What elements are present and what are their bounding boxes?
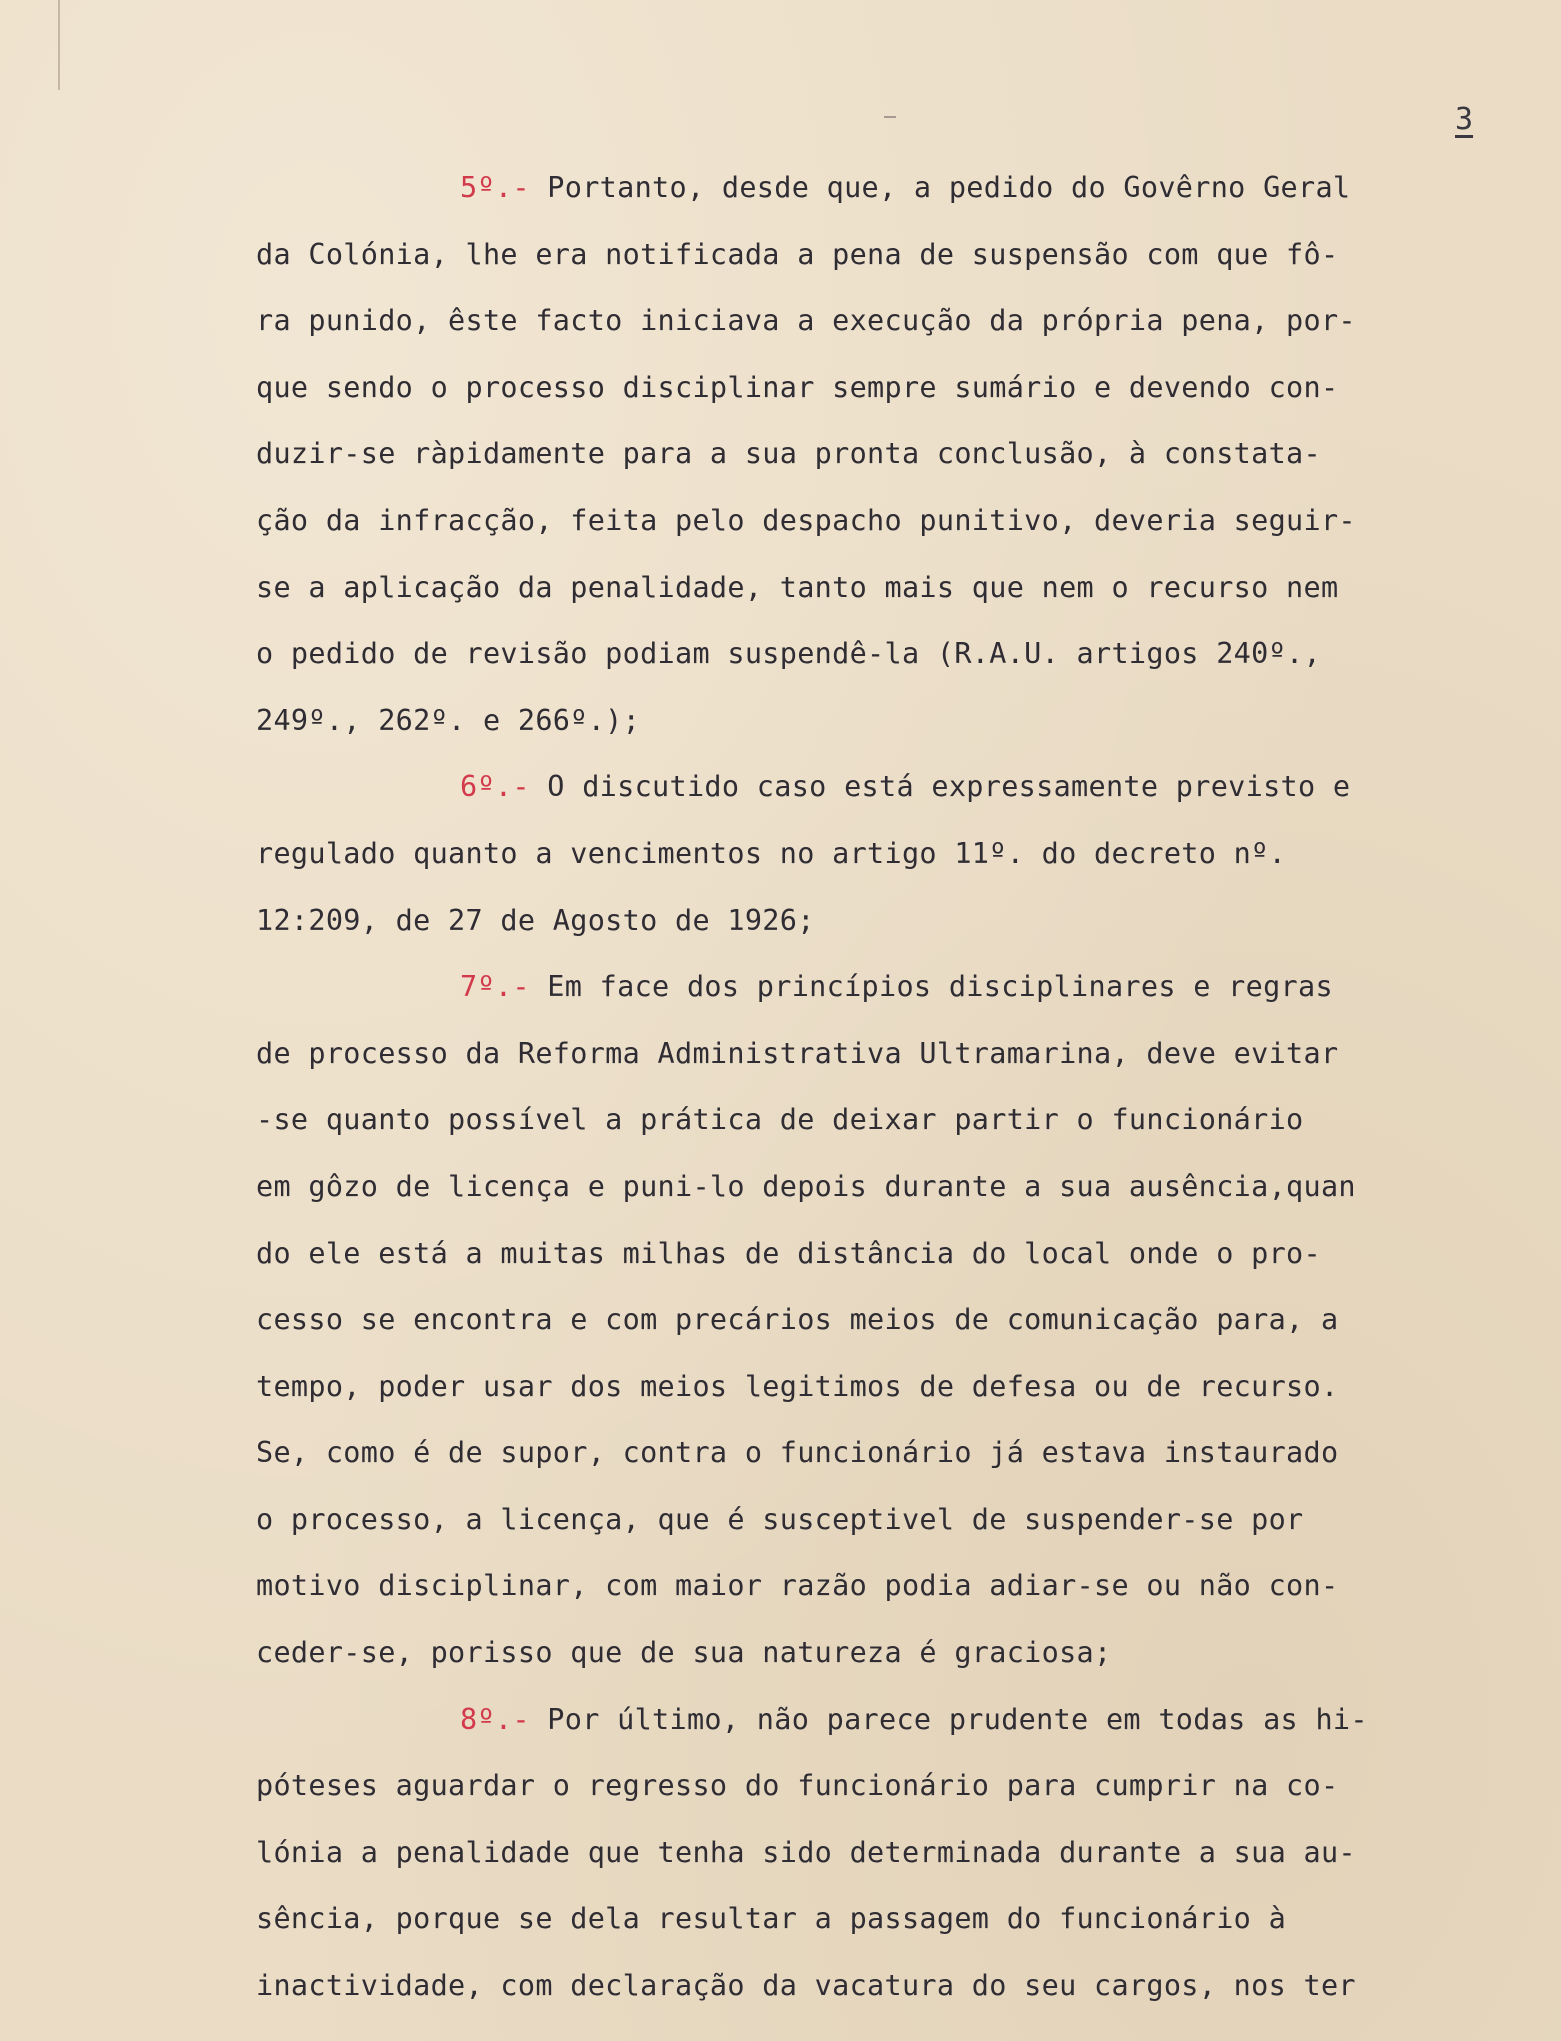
paragraph-7-line-3: -se quanto possível a prática de deixar partir o funcionário	[256, 1103, 1304, 1137]
paragraph-number: 6º.-	[460, 770, 530, 804]
paragraph-7-line-5: do ele está a muitas milhas de distância do local onde o pro-	[256, 1236, 1321, 1270]
paragraph-6-line-2: regulado quanto a vencimentos no artigo 11º. do decreto nº.	[256, 836, 1287, 870]
paragraph-5-line-2: da Colónia, lhe era notificada a pena de suspensão com que fô-	[256, 237, 1339, 271]
paragraph-7-line-2: de processo da Reforma Administrativa Ultramarina, deve evitar	[256, 1036, 1339, 1070]
paragraph-7-line-1	[256, 954, 1506, 1021]
document-body	[256, 155, 1506, 2020]
paragraph-number: 5º.-	[460, 171, 530, 204]
paragraph-5-line-4: que sendo o processo disciplinar sempre sumário e devendo con-	[256, 370, 1339, 404]
paragraph-5-line-1	[256, 155, 1506, 222]
paragraph-7-line-11: ceder-se, porisso que de sua natureza é graciosa;	[256, 1636, 1112, 1670]
paragraph-number: 7º.-	[460, 970, 530, 1004]
paragraph-number: 8º.-	[460, 1702, 530, 1736]
line-text: O discutido caso está expressamente previsto e	[529, 770, 1351, 804]
paragraph-5-line-6: ção da infracção, feita pelo despacho punitivo, deveria seguir-	[256, 503, 1356, 537]
paragraph-5-line-5: duzir-se ràpidamente para a sua pronta conclusão, à constata-	[256, 437, 1321, 471]
paragraph-8-line-1	[256, 1687, 1506, 1754]
paragraph-7-line-8: Se, como é de supor, contra o funcionário já estava instaurado	[256, 1436, 1339, 1470]
paragraph-8-line-3: lónia a penalidade que tenha sido determinada durante a sua au-	[256, 1835, 1356, 1869]
paragraph-7-line-7: tempo, poder usar dos meios legitimos de defesa ou de recurso.	[256, 1369, 1339, 1403]
paragraph-5-line-9: 249º., 262º. e 266º.);	[256, 703, 641, 737]
paragraph-7-line-9: o processo, a licença, que é susceptivel de suspender-se por	[256, 1502, 1304, 1536]
paragraph-6-line-3: 12:209, de 27 de Agosto de 1926;	[256, 903, 815, 937]
line-text: Portanto, desde que, a pedido do Govêrno Geral	[529, 171, 1351, 204]
paragraph-7-line-6: cesso se encontra e com precários meios de comunicação para, a	[256, 1303, 1339, 1337]
paragraph-5-line-8: o pedido de revisão podiam suspendê-la (R.A.U. artigos 240º.,	[256, 637, 1321, 671]
paragraph-8-line-4: sência, porque se dela resultar a passagem do funcionário à	[256, 1902, 1287, 1936]
paragraph-5-line-7: se a aplicação da penalidade, tanto mais que nem o recurso nem	[256, 570, 1339, 604]
paragraph-8-line-5: inactividade, com declaração da vacatura do seu cargos, nos ter	[256, 1969, 1356, 2003]
page-number: 3	[1455, 102, 1474, 137]
line-text: Por último, não parece prudente em todas as hi-	[529, 1702, 1368, 1736]
dash-mark	[884, 116, 896, 118]
paragraph-5-line-3: ra punido, êste facto iniciava a execução da própria pena, por-	[256, 304, 1356, 338]
line-text: Em face dos princípios disciplinares e regras	[529, 970, 1333, 1004]
paragraph-7-line-10: motivo disciplinar, com maior razão podia adiar-se ou não con-	[256, 1569, 1339, 1603]
page-edge-mark	[58, 0, 60, 90]
paragraph-8-line-2: póteses aguardar o regresso do funcionário para cumprir na co-	[256, 1769, 1339, 1803]
paragraph-7-line-4: em gôzo de licença e puni-lo depois durante a sua ausência,quan	[256, 1169, 1356, 1203]
paragraph-6-line-1	[256, 754, 1506, 821]
